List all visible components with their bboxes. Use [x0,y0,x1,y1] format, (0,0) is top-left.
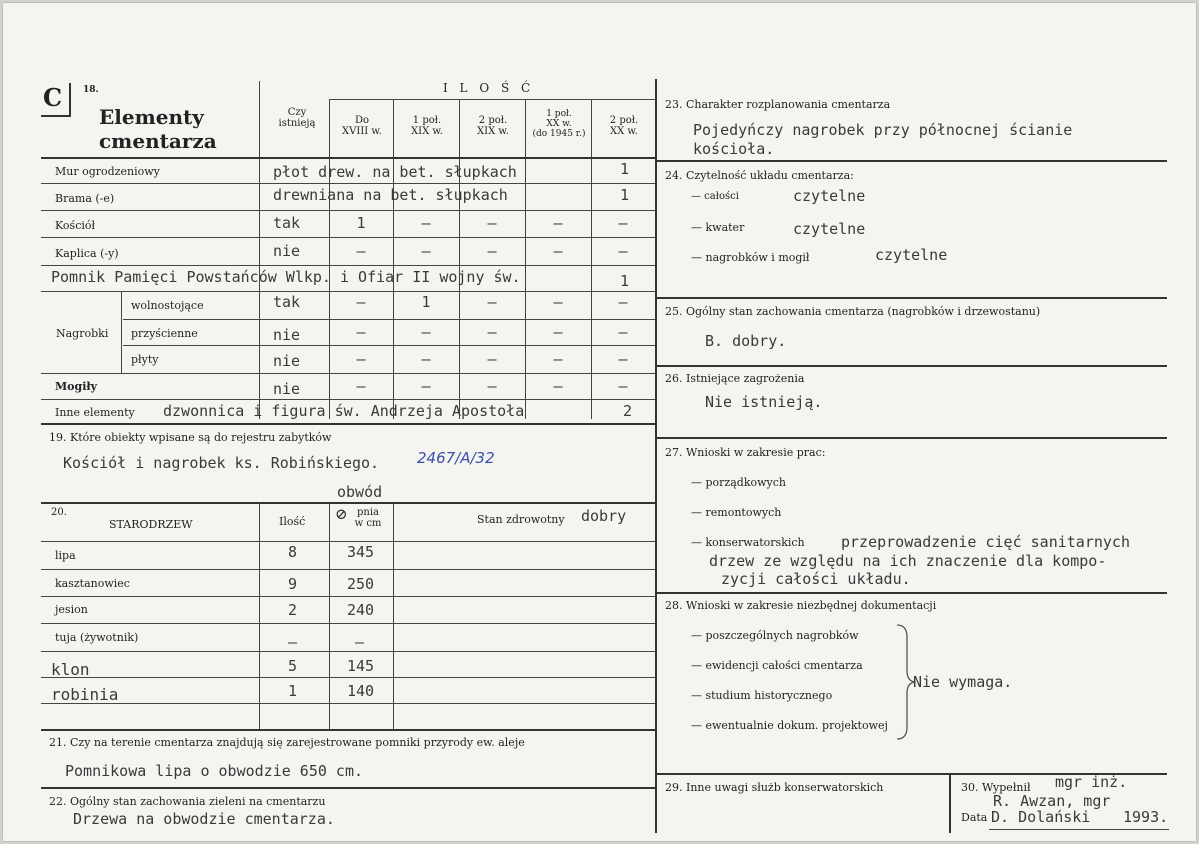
s20-col-pnia: pnia w cm [354,507,382,529]
row-plyty-c5: – [618,350,628,368]
tree-row-3-count: 2 [288,601,298,619]
row-przysc-c3: – [487,323,497,341]
tree-row-1-name: lipa [55,549,76,562]
row-mogily-c2: – [421,377,431,395]
s23-label: 23. Charakter rozplanowania cmentarza [665,98,891,111]
row-przysc-c4: – [553,323,563,341]
row-mogily-c1: – [356,377,366,395]
row-brama-value: drewniana na bet. słupkach [273,186,508,204]
row-kaplica-c2: – [421,242,431,260]
s27-value-line2: drzew ze względu na ich znaczenie dla kompo- [709,552,1107,570]
row-inne-label: Inne elementy [55,406,135,419]
row-kaplica-c4: – [553,242,563,260]
row-plyty-label: płyty [131,353,159,366]
row-pomnik-count: 1 [620,272,630,290]
tree-row-4-circ: – [355,633,365,651]
row-kosciol-c2: – [421,214,431,232]
row-nagrobki-label: Nagrobki [56,327,109,340]
s24-label: 24. Czytelność układu cmentarza: [665,169,854,182]
row-mogily-c3: – [487,377,497,395]
tree-row-2-name: kasztanowiec [55,577,130,590]
s22-value: Drzewa na obwodzie cmentarza. [73,810,335,828]
s24-kwater-label: — kwater [691,221,745,234]
row-brama-label: Brama (-e) [55,192,115,205]
row-kosciol-c3: – [487,214,497,232]
tree-row-5-name: klon [51,660,90,679]
row-kaplica-c1: – [356,242,366,260]
tree-row-5-circ: 145 [347,657,375,675]
col-2xix-header: 2 poł. XIX w. [477,115,509,137]
s30-label: 30. Wypełnił [961,781,1031,794]
col-2xx-header: 2 poł. XX w. [609,115,639,137]
s20-col-pnia-symbol: ⊘ [335,505,348,523]
col-1xx-header: 1 poł. XX w. (do 1945 r.) [532,109,586,139]
row-wolno-c3: – [487,293,497,311]
s24-nagrobkow-value: czytelne [875,246,948,264]
row-mogily-c5: – [618,377,628,395]
s19-value: Kościół i nagrobek ks. Robińskiego. [63,454,380,472]
row-plyty-c3: – [487,350,497,368]
col-xviii-header: Do XVIII w. [342,115,382,137]
col-exists-header: Czy istnieją [278,107,316,129]
s24-calosci-label: — całości [691,191,739,202]
s30-year: 1993. [1123,808,1169,826]
s30-data-label: Data [961,811,988,824]
row-kosciol-c1: 1 [356,214,366,232]
s27-value-line1: przeprowadzenie cięć sanitarnych [841,533,1130,551]
row-plyty-c4: – [553,350,563,368]
row-mur-label: Mur ogrodzeniowy [55,165,160,178]
s20-title: STARODRZEW [109,518,193,531]
row-plyty-exists: nie [273,352,301,370]
s25-value: B. dobry. [705,332,787,350]
ilosc-header: I L O Ś Ć [443,81,535,95]
row-przysc-exists: nie [273,326,301,344]
row-brama-count: 1 [620,186,630,204]
row-kosciol-label: Kościół [55,219,96,232]
s30-value-line2: R. Awzan, mgr [993,792,1111,810]
s23-value-line1: Pojedyńczy nagrobek przy północnej ścianie [693,121,1073,139]
tree-row-2-count: 9 [288,575,298,593]
row-kosciol-exists: tak [273,214,301,232]
s20-number: 20. [51,507,67,518]
row-kaplica-c3: – [487,242,497,260]
tree-row-4-count: – [288,633,298,651]
tree-row-1-count: 8 [288,543,298,561]
section-title-line1: Elementy [99,105,204,129]
record-card [3,3,1196,841]
tree-row-3-name: jesion [55,603,88,616]
row-kosciol-c4: – [553,214,563,232]
row-mogily-c4: – [553,377,563,395]
s27-value-line3: zycji całości układu. [721,570,911,588]
row-przysc-c5: – [618,323,628,341]
s23-value-line2: kościoła. [693,140,775,158]
s21-label: 21. Czy na terenie cmentarza znajdują się zarejestrowane pomniki przyrody ew. aleje [49,736,525,749]
s24-nagrobkow-label: — nagrobków i mogił [691,251,810,264]
row-pomnik-text: Pomnik Pamięci Powstańców Wlkp. i Ofiar II wojny św. [51,268,521,286]
row-mogily-exists: nie [273,380,301,398]
tree-row-2-circ: 250 [347,575,375,593]
s21-value: Pomnikowa lipa o obwodzie 650 cm. [65,762,364,780]
section-letter: C [43,83,63,112]
tree-row-4-name: tuja (żywotnik) [55,631,139,644]
row-inne-value: dzwonnica i figura św. Andrzeja Apostoła [163,402,525,420]
s24-calosci-value: czytelne [793,187,866,205]
s28-item1: — poszczególnych nagrobków [691,629,859,642]
row-kaplica-label: Kaplica (-y) [55,247,119,260]
s24-kwater-value: czytelne [793,220,866,238]
s20-obwod: obwód [337,483,383,501]
s20-col-ilosc: Ilość [279,515,306,528]
s25-label: 25. Ogólny stan zachowania cmentarza (nagrobków i drzewostanu) [665,305,1041,318]
section-number: 18. [83,85,99,95]
s28-item4: — ewentualnie dokum. projektowej [691,719,888,732]
section-title-line2: cmentarza [99,129,217,153]
tree-row-6-circ: 140 [347,682,375,700]
s29-label: 29. Inne uwagi służb konserwatorskich [665,781,884,794]
row-mur-count: 1 [620,160,630,178]
tree-row-6-count: 1 [288,682,298,700]
s19-handwritten: 2467/A/32 [417,449,495,467]
row-wolno-exists: tak [273,293,301,311]
row-przysc-c1: – [356,323,366,341]
row-inne-count: 2 [623,402,633,420]
row-wolno-c5: – [618,293,628,311]
s28-value: Nie wymaga. [913,673,1013,691]
row-wolno-c2: 1 [421,293,431,311]
s19-label: 19. Które obiekty wpisane są do rejestru zabytków [49,431,332,444]
row-mur-value: płot drew. na bet. słupkach [273,163,517,181]
row-kosciol-c5: – [618,214,628,232]
s20-col-stan: Stan zdrowotny [477,513,565,526]
row-kaplica-c5: – [618,242,628,260]
s28-label: 28. Wnioski w zakresie niezbędnej dokumentacji [665,599,937,612]
s28-item2: — ewidencji całości cmentarza [691,659,863,672]
row-przysc-label: przyścienne [131,327,198,340]
s26-value: Nie istnieją. [705,393,823,411]
s27-label: 27. Wnioski w zakresie prac: [665,446,826,459]
tree-row-6-name: robinia [51,685,119,704]
row-wolno-label: wolnostojące [131,299,204,312]
s30-value-line1: mgr inż. [1055,773,1128,791]
row-wolno-c4: – [553,293,563,311]
row-wolno-c1: – [356,293,366,311]
row-plyty-c2: – [421,350,431,368]
s28-item3: — studium historycznego [691,689,833,702]
s26-label: 26. Istniejące zagrożenia [665,372,805,385]
row-kaplica-exists: nie [273,242,301,260]
tree-row-3-circ: 240 [347,601,375,619]
s27-item3: — konserwatorskich [691,536,805,549]
row-przysc-c2: – [421,323,431,341]
col-1xix-header: 1 poł. XIX w. [411,115,443,137]
s22-label: 22. Ogólny stan zachowania zieleni na cmentarzu [49,795,326,808]
row-mogily-label: Mogiły [55,380,98,393]
s27-item1: — porządkowych [691,476,786,489]
s30-value-line3: D. Dolański [991,808,1091,826]
tree-row-5-count: 5 [288,657,298,675]
row-plyty-c1: – [356,350,366,368]
tree-row-1-circ: 345 [347,543,375,561]
s20-stan-value: dobry [581,507,627,525]
s27-item2: — remontowych [691,506,782,519]
